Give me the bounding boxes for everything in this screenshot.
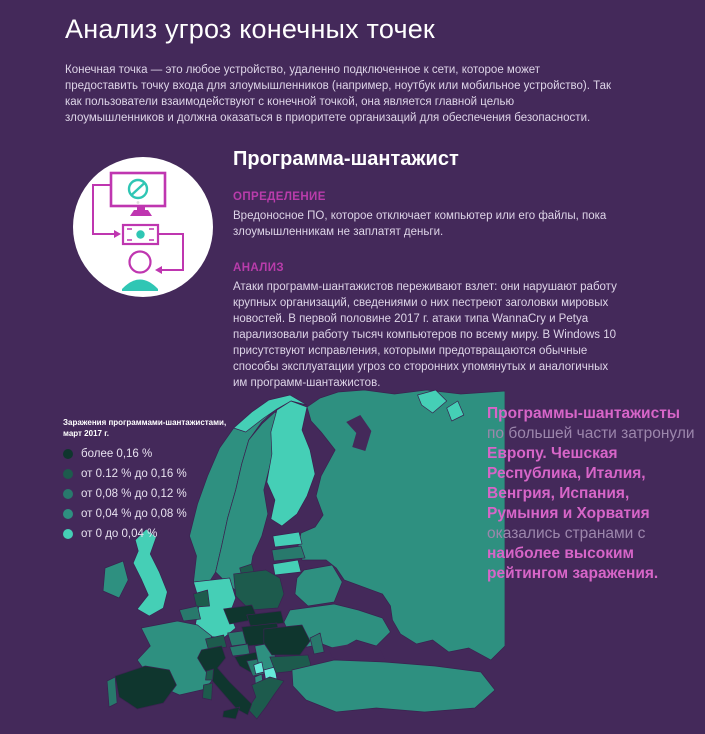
- map-region-belarus: [295, 565, 342, 606]
- definition-text: Вредоносное ПО, которое отключает компьютер или его файлы, пока злоумышленникам не заплатят деньги.: [233, 210, 607, 238]
- map-region-ireland: [103, 561, 128, 598]
- map-region-latvia: [272, 546, 305, 561]
- map-region-estonia: [273, 532, 302, 547]
- legend-color-dot: [63, 489, 73, 499]
- legend-color-dot: [63, 509, 73, 519]
- page-title: Анализ угроз конечных точек: [65, 14, 435, 44]
- legend-item: [63, 528, 253, 540]
- section-title-ransomware: Программа-шантажист: [233, 148, 459, 170]
- map-region-netherlands: [193, 590, 209, 607]
- definition-label: ОПРЕДЕЛЕНИЕ: [233, 191, 326, 203]
- map-region-portugal: [107, 677, 117, 707]
- legend-item: [63, 468, 253, 480]
- intro-text: Конечная точка — это любое устройство, удаленно подключенное к сети, которое может предоставить точку входа для злоумышленников (например, ноутбук или мобильное устройство). Так как пользователи взаимодействуют с конечной точкой, она является главной целью злоумышленников и должна оказаться в приоритете организаций для обеспечения безопасности.: [65, 64, 612, 124]
- map-region-finland: [267, 401, 315, 526]
- callout-segment: по большей части затронули: [487, 425, 695, 442]
- map-region-romania: [264, 625, 310, 655]
- map-region-poland: [234, 570, 284, 610]
- legend-title: [63, 417, 253, 439]
- map-region-greece: [248, 677, 284, 719]
- map-region-sicily: [223, 707, 240, 719]
- map-legend: [63, 417, 253, 548]
- ransomware-icon-svg: [68, 152, 218, 302]
- callout-segment: Программы-шантажисты: [487, 405, 681, 422]
- legend-item: [63, 508, 253, 520]
- legend-item-label: от 0 до 0,04 %: [81, 528, 158, 540]
- callout-text: [487, 404, 695, 584]
- legend-item: [63, 488, 253, 500]
- legend-title-line2: март 2017 г.: [63, 429, 109, 438]
- map-region-turkey: [292, 660, 495, 712]
- map-region-spain: [115, 666, 176, 709]
- analysis-text: Атаки программ-шантажистов переживают взлет: они нарушают работу крупных организаций, сведениями о них пестреют заголовки мировых новостей. В первой половине 2017 г. атаки типа WannaCry и Petya парализовали работу тысяч компьютеров по всему миру. В Windows 10 присутствуют исправления, которыми предотвращаются обычные способы эксплуатации угроз со сторонних упомянутых и аналогичных им программ-шантажистов.: [233, 281, 617, 389]
- legend-item: [63, 448, 253, 460]
- legend-item-label: от 0,08 % до 0,12 %: [81, 488, 187, 500]
- legend-color-dot: [63, 449, 73, 459]
- map-region-lithuania: [273, 560, 301, 575]
- map-region-belgium: [179, 606, 200, 621]
- legend-item-label: более 0,16 %: [81, 448, 153, 460]
- ransomware-cycle-icon: [68, 152, 218, 302]
- legend-title-line1: Заражения программами-шантажистами,: [63, 418, 227, 427]
- legend-color-dot: [63, 529, 73, 539]
- map-region-sardinia: [203, 683, 213, 700]
- legend-color-dot: [63, 469, 73, 479]
- callout-segment: наиболее высоким рейтингом заражения.: [487, 545, 659, 582]
- callout-segment: Европу. Чешская Республика, Италия, Венгрия, Испания, Румыния и Хорватия: [487, 445, 650, 522]
- legend-item-label: от 0,04 % до 0,08 %: [81, 508, 187, 520]
- map-region-corsica: [206, 669, 214, 680]
- analysis-label: АНАЛИЗ: [233, 262, 284, 274]
- callout-segment: оказались странами с: [487, 525, 646, 542]
- legend-items: [63, 448, 253, 540]
- legend-item-label: от 0.12 % до 0,16 %: [81, 468, 187, 480]
